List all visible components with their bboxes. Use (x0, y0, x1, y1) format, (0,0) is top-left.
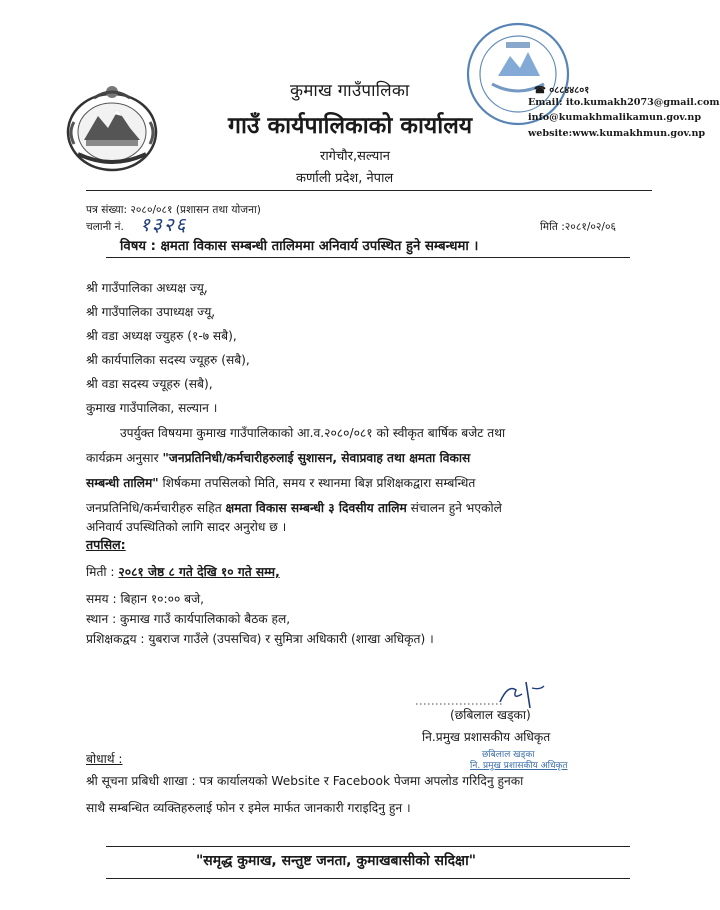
municipality-name: कुमाख गाउँपालिका (290, 81, 410, 101)
date-value: २०८१ जेष्ठ ८ गते देखि १० गते सम्म, (118, 565, 280, 579)
nepal-emblem-logo (64, 82, 160, 174)
body-line-3 (86, 471, 648, 496)
training-duration: क्षमता विकास सम्बन्धी ३ दिवसीय तालिम (225, 501, 407, 515)
body-text: शिर्षकमा तपसिलको मिति, समय र स्थानमा बिज्ञ प्रशिक्षकद्वारा सम्बन्धित (158, 476, 476, 490)
office-name: गाउँ कार्यपालिकाको कार्यालय (228, 113, 473, 139)
header-divider (86, 190, 652, 191)
body-text: कार्यक्रम अनुसार (86, 451, 163, 465)
body-text: संचालन हुने भएकोले (406, 501, 502, 515)
footer-divider-top (106, 846, 630, 847)
forward-line-1: श्री सूचना प्रबिधी शाखा : पत्र कार्यालयको Website र Facebook पेजमा अपलोड गरिदिनु हुनका (86, 774, 524, 788)
phone-line (534, 83, 589, 96)
forward-line-2: साथै सम्बन्धित व्यक्तिहरुलाई फोन र इमेल मार्फत जानकारी गराइदिनु हुन । (86, 801, 411, 815)
date-label: मिती : (86, 565, 119, 579)
forward-label: बोधार्थ : (86, 752, 123, 766)
footer-slogan: "समृद्ध कुमाख, सन्तुष्ट जनता, कुमाखबासीको सदिक्षा" (196, 853, 476, 869)
signature-stamp-title: नि. प्रमुख प्रशासकीय अधिकृत (470, 761, 568, 771)
details-venue: स्थान : कुमाख गाउँ कार्यपालिकाको बैठक हल, (86, 612, 291, 626)
details-date (86, 563, 280, 580)
province-country: कर्णाली प्रदेश, नेपाल (296, 171, 394, 186)
subject-underline (106, 257, 630, 258)
email-secondary: info@kumakhmalikamun.gov.np (528, 112, 702, 123)
body-line-1: उपर्युक्त विषयमा कुमाख गाउँपालिकाको आ.व.२०८०/०८१ को स्वीकृत बार्षिक बजेट तथा (120, 426, 506, 440)
body-line-2 (86, 446, 648, 471)
addressee: श्री वडा सदस्य ज्यूहरु (सबै), (86, 377, 213, 391)
subject-line: विषय : क्षमता विकास सम्बन्धी तालिममा अनिवार्य उपस्थित हुने सम्बन्धमा । (120, 239, 479, 254)
training-title: "जनप्रतिनिधी/कर्मचारीहरुलाई सुशासन, सेवाप्रवाह तथा क्षमता विकास (162, 451, 471, 465)
website: website:www.kumakhmun.gov.np (528, 128, 706, 139)
details-heading: तपसिल: (86, 537, 126, 552)
signatory-name: (छबिलाल खड्का) (450, 708, 531, 722)
body-text: जनप्रतिनिधि/कर्मचारीहरु सहित (86, 501, 226, 515)
email-primary: Email: ito.kumakh2073@gmail.com (528, 97, 720, 108)
addressee: श्री गाउँपालिका उपाध्यक्ष ज्यू, (86, 305, 216, 319)
phone-number: ०८८४४८०१ (549, 85, 590, 96)
body-line-5: अनिवार्य उपस्थितिको लागि सादर अनुरोध छ । (86, 520, 287, 534)
footer-divider-bottom (106, 878, 630, 879)
signatory-title: नि.प्रमुख प्रशासकीय अधिकृत (422, 730, 551, 744)
chalani-label: चलानी नं. (86, 221, 124, 233)
phone-icon: ☎ (534, 85, 546, 96)
training-title-end: सम्बन्धी तालिम" (86, 476, 159, 490)
details-trainers: प्रशिक्षकद्वय : युबराज गाउँले (उपसचिव) र सुमित्रा अधिकारी (शाखा अधिकृत) । (86, 632, 434, 646)
addressee: श्री वडा अध्यक्ष ज्युहरु (१-७ सबै), (86, 329, 237, 343)
signature-stamp-name: छबिलाल खड्का (482, 750, 535, 760)
chalani-number: १३२६ (140, 214, 188, 236)
addressee: कुमाख गाउँपालिका, सल्यान । (86, 401, 218, 415)
letter-date: मिति :२०८१/०२/०६ (540, 221, 617, 233)
details-time: समय : बिहान १०:०० बजे, (86, 592, 205, 606)
addressee: श्री कार्यपालिका सदस्य ज्यूहरु (सबै), (86, 353, 250, 367)
office-location: रागेचौर,सल्यान (320, 149, 390, 164)
patra-sankhya: पत्र संख्या: २०८०/०८१ (प्रशासन तथा योजना) (86, 204, 261, 216)
addressee: श्री गाउँपालिका अध्यक्ष ज्यू, (86, 281, 208, 295)
